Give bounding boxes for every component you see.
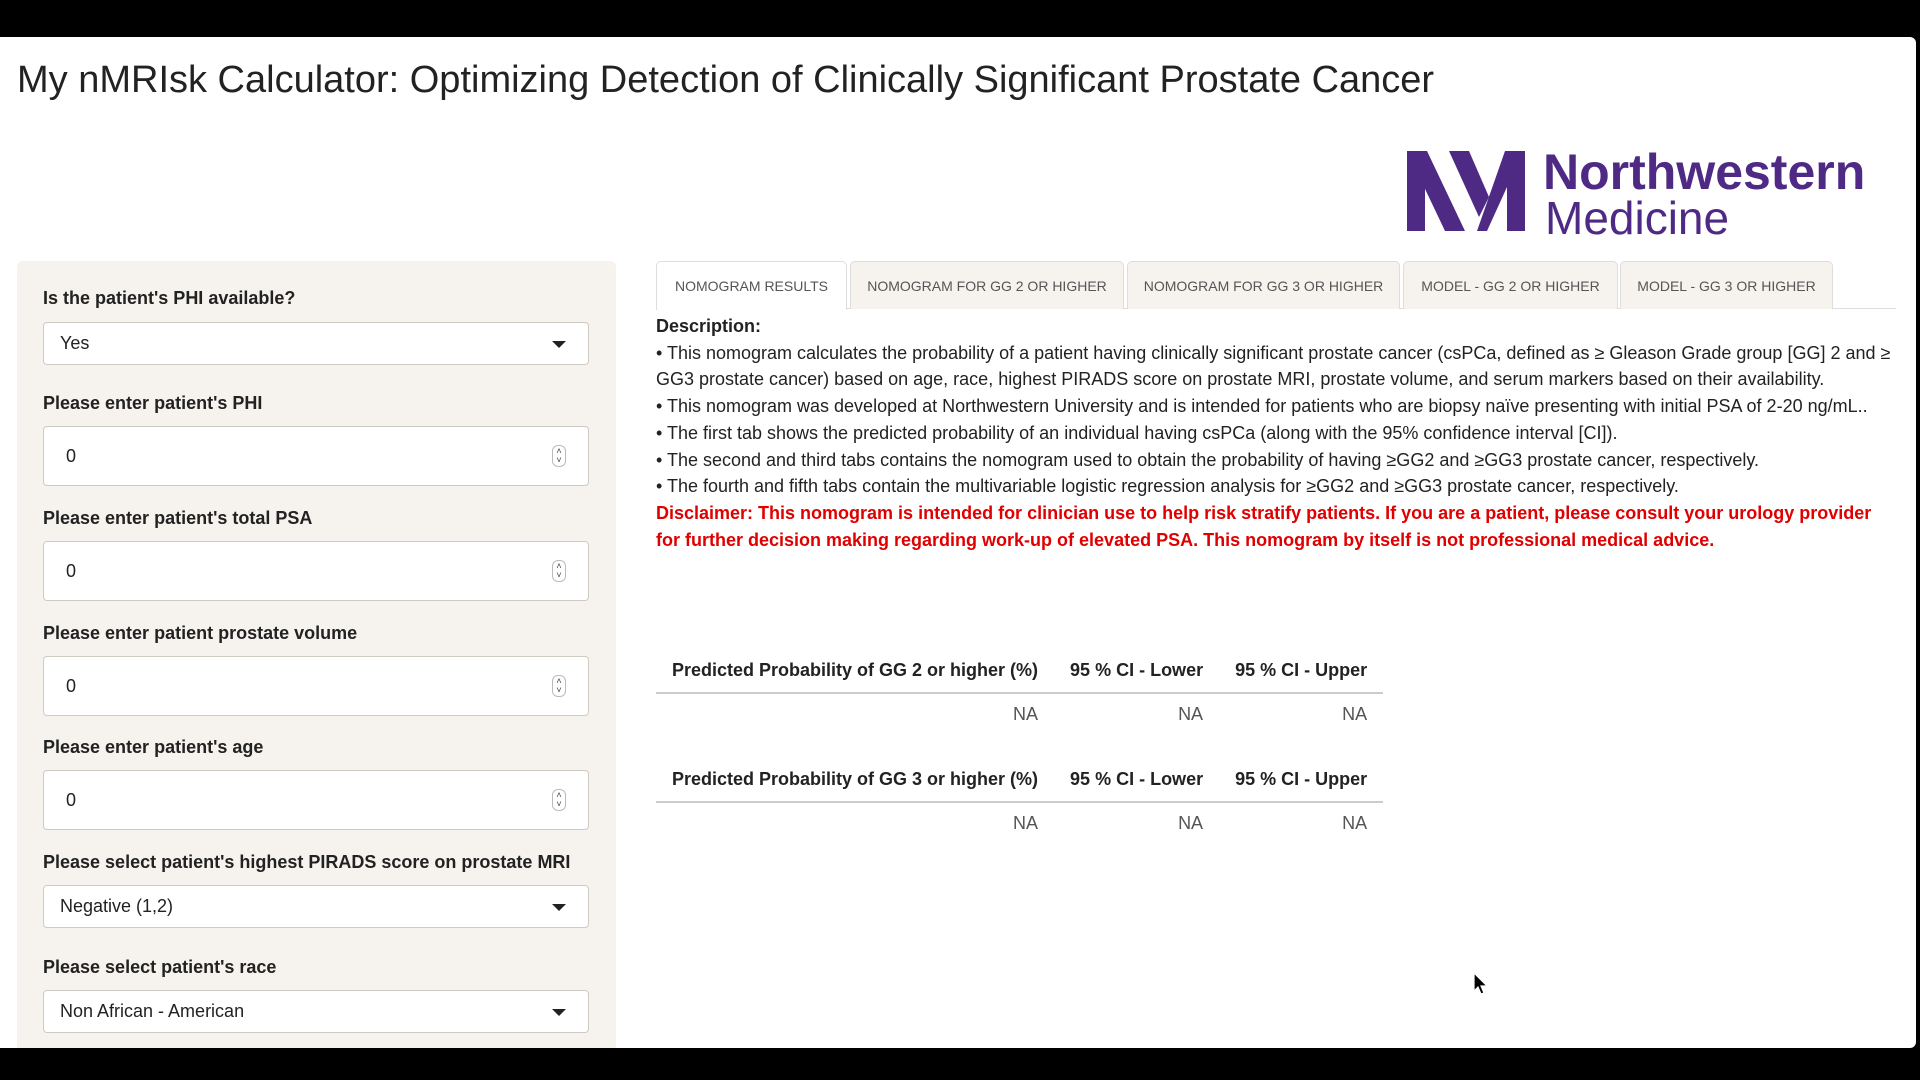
race-label: Please select patient's race: [43, 957, 277, 977]
description-bullet: • This nomogram was developed at Northwestern University and is intended for patients who are biopsy naïve presenting with initial PSA of 2-20 ng/mL..: [656, 396, 1868, 417]
spinner-icon[interactable]: ˄ ˅: [552, 560, 566, 582]
logo-text-northwestern: Northwestern: [1543, 144, 1866, 200]
description-bullet: • This nomogram calculates the probability of a patient having clinically significant prostate cancer (csPCa, defined as ≥ Gleason Grade group [GG] 2 and ≥ GG3 prostate cancer) based on age, race, highest PIRADS score on prostate MRI, prostate volume, and serum markers based on their availability.: [656, 342, 1891, 390]
column-header: Predicted Probability of GG 3 or higher (%): [656, 758, 1054, 802]
volume-value: 0: [66, 675, 77, 696]
phi-available-value: Yes: [60, 333, 90, 353]
age-value: 0: [66, 789, 77, 810]
table-cell: NA: [1013, 813, 1039, 833]
psa-input[interactable]: [43, 541, 589, 601]
results-table-gg3: [656, 758, 1383, 844]
psa-label: Please enter patient's total PSA: [43, 508, 313, 528]
description-section: [656, 313, 1896, 553]
pirads-label: Please select patient's highest PIRADS score on prostate MRI: [43, 852, 571, 872]
table-row: [656, 802, 1383, 844]
column-header: 95 % CI - Upper: [1219, 758, 1383, 802]
spinner-icon[interactable]: ˄ ˅: [552, 789, 566, 811]
tab-bar: [656, 261, 1896, 309]
phi-available-label: Is the patient's PHI available?: [43, 288, 296, 308]
phi-available-select[interactable]: [43, 322, 589, 365]
column-header: 95 % CI - Lower: [1054, 649, 1219, 693]
table-cell: NA: [1178, 813, 1204, 833]
tab-model-gg2[interactable]: MODEL - GG 2 OR HIGHER: [1403, 261, 1618, 309]
race-value: Non African - American: [60, 1001, 245, 1021]
pirads-select[interactable]: [43, 885, 589, 928]
mouse-cursor-icon: [1473, 972, 1489, 996]
page-title: My nMRIsk Calculator: Optimizing Detection of Clinically Significant Prostate Cancer: [17, 59, 1435, 101]
age-input[interactable]: [43, 770, 589, 830]
spinner-icon[interactable]: ˄ ˅: [552, 675, 566, 697]
column-header: 95 % CI - Upper: [1219, 649, 1383, 693]
caret-down-icon: [552, 904, 566, 911]
volume-input[interactable]: [43, 656, 589, 716]
psa-value: 0: [66, 560, 77, 581]
table-cell: NA: [1342, 704, 1368, 724]
nm-logo-icon: [1407, 147, 1527, 235]
input-sidebar: [17, 261, 616, 1048]
caret-down-icon: [552, 1009, 566, 1016]
table-cell: NA: [1342, 813, 1368, 833]
table-cell: NA: [1013, 704, 1039, 724]
volume-label: Please enter patient prostate volume: [43, 623, 358, 643]
description-heading: Description:: [656, 316, 762, 336]
logo-text-medicine: Medicine: [1545, 192, 1730, 244]
race-select[interactable]: [43, 990, 589, 1033]
column-header: Predicted Probability of GG 2 or higher (%): [656, 649, 1054, 693]
age-label: Please enter patient's age: [43, 737, 264, 757]
tab-model-gg3[interactable]: MODEL - GG 3 OR HIGHER: [1620, 261, 1833, 309]
description-bullet: • The second and third tabs contains the nomogram used to obtain the probability of having ≥GG2 and ≥GG3 prostate cancer, respectively.: [656, 449, 1760, 470]
tab-nomogram-gg3[interactable]: NOMOGRAM FOR GG 3 OR HIGHER: [1127, 261, 1400, 309]
phi-value: 0: [66, 445, 77, 466]
column-header: 95 % CI - Lower: [1054, 758, 1219, 802]
tab-nomogram-gg2[interactable]: NOMOGRAM FOR GG 2 OR HIGHER: [850, 261, 1124, 309]
description-bullet: • The first tab shows the predicted probability of an individual having csPCa (along with the 95% confidence interval [CI]).: [656, 422, 1618, 443]
northwestern-medicine-logo: [1407, 144, 1866, 244]
spinner-icon[interactable]: ˄ ˅: [552, 445, 566, 467]
table-cell: NA: [1178, 704, 1204, 724]
description-bullet: • The fourth and fifth tabs contain the multivariable logistic regression analysis for ≥GG2 and ≥GG3 prostate cancer, respectively.: [656, 476, 1679, 497]
pirads-value: Negative (1,2): [60, 896, 174, 916]
table-row: [656, 693, 1383, 735]
phi-input[interactable]: [43, 426, 589, 486]
phi-label: Please enter patient's PHI: [43, 393, 263, 413]
tab-nomogram-results[interactable]: NOMOGRAM RESULTS: [656, 261, 847, 310]
disclaimer-text: Disclaimer: This nomogram is intended for clinician use to help risk stratify patients. If you are a patient, please consult your urology provider for further decision making regarding work-up of elevated PSA. This nomogram by itself is not professional medical advice.: [656, 502, 1872, 550]
caret-down-icon: [552, 341, 566, 348]
results-table-gg2: [656, 649, 1383, 735]
app-page: [0, 37, 1916, 1048]
